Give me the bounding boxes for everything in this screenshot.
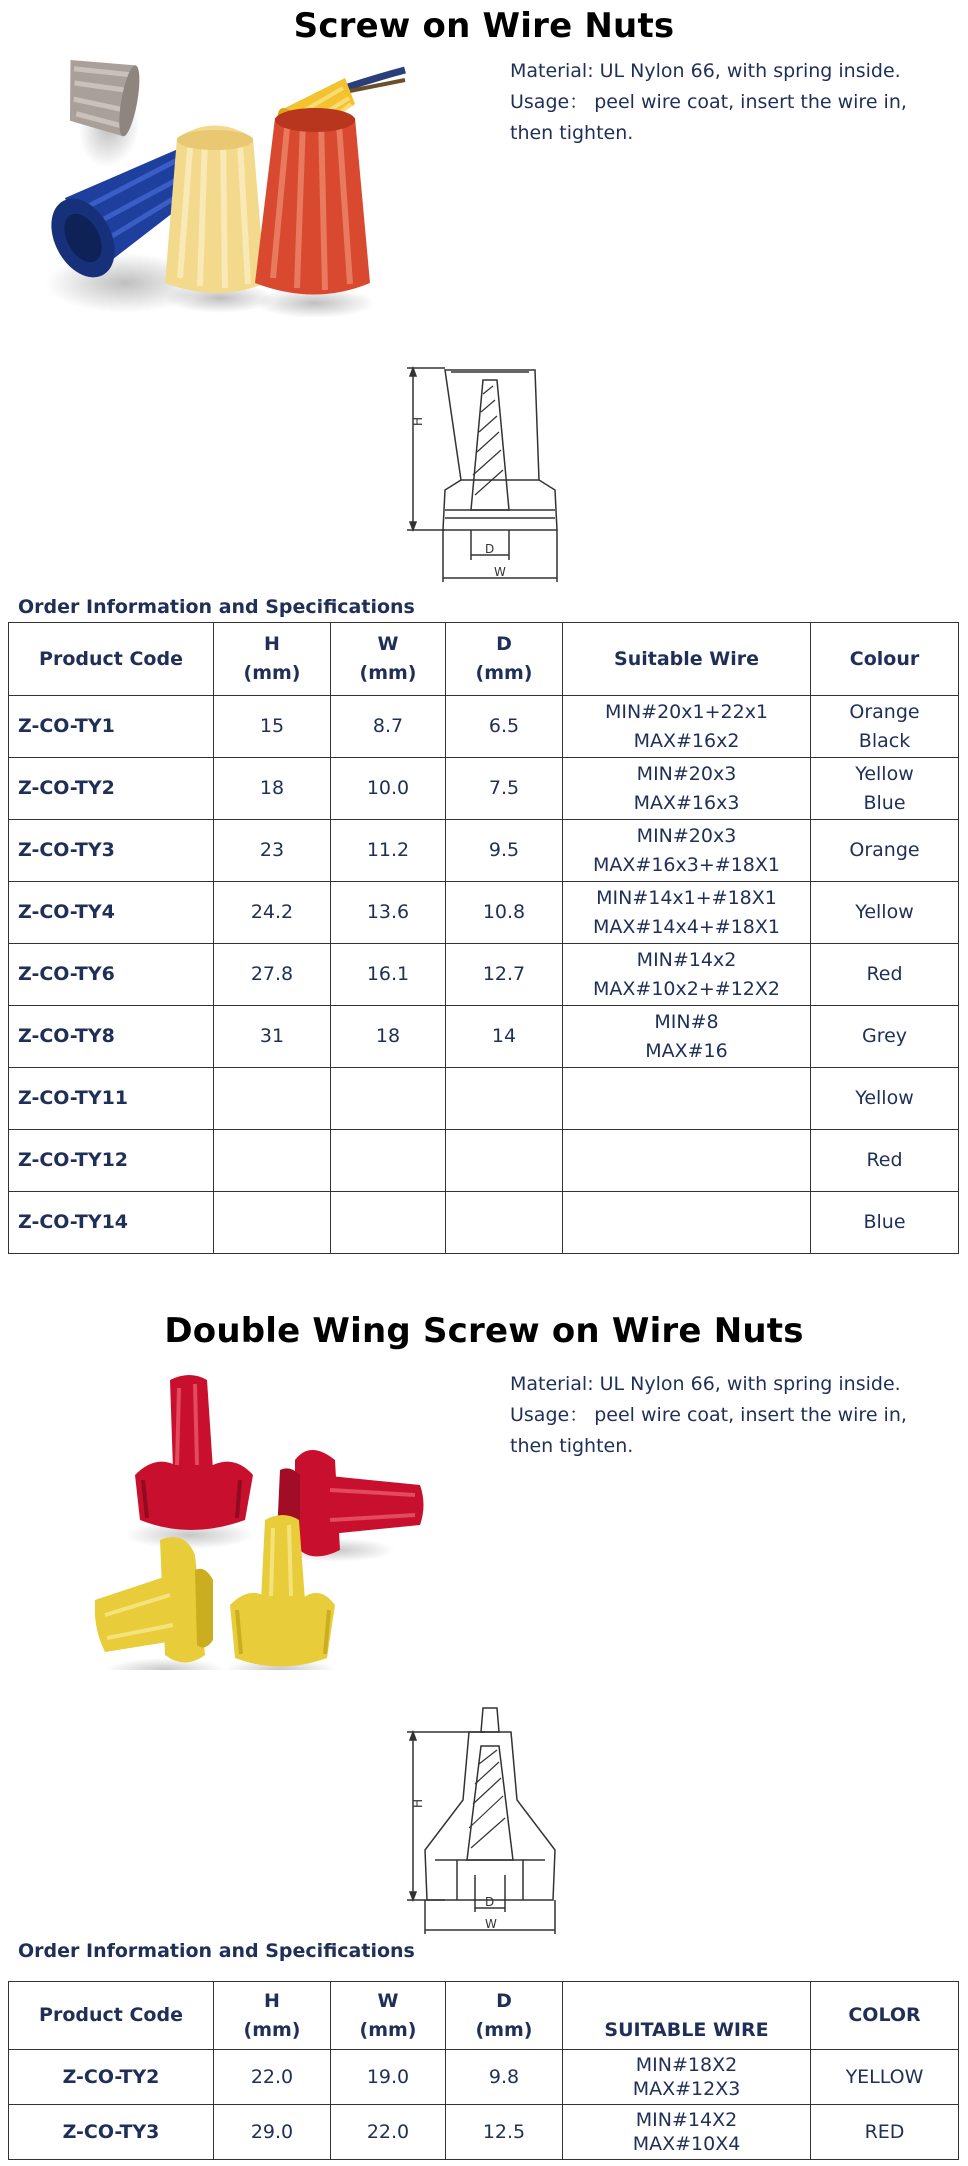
header-d: D (mm) bbox=[446, 1982, 563, 2050]
dim-d-label: D bbox=[485, 542, 495, 556]
header-w: W (mm) bbox=[331, 623, 446, 696]
section1-table-label: Order Information and Specifications bbox=[18, 596, 415, 618]
section2-table-label: Order Information and Specifications bbox=[18, 1940, 415, 1962]
header-d: D (mm) bbox=[446, 623, 563, 696]
header-product-code: Product Code bbox=[9, 1982, 214, 2050]
section2-material: Material: UL Nylon 66, with spring inside. bbox=[510, 1373, 901, 1395]
red-nut bbox=[255, 108, 375, 318]
table-row: Z-CO-TY12 Red bbox=[9, 1130, 959, 1192]
dim-w-label: W bbox=[494, 565, 506, 579]
section1-material: Material: UL Nylon 66, with spring inside. bbox=[510, 60, 901, 82]
header-suitable-wire: SUITABLE WIRE bbox=[563, 1982, 811, 2050]
table-row: Z-CO-TY3 23 11.2 9.5 MIN#20x3 MAX#16x3+#18X1 Orange bbox=[9, 820, 959, 882]
table-row: Z-CO-TY2 22.0 19.0 9.8 MIN#18X2 MAX#12X3 YELLOW bbox=[9, 2050, 959, 2105]
double-wing-nuts-photo bbox=[95, 1370, 455, 1670]
wire-nut-dimension-drawing bbox=[405, 360, 575, 590]
table-row: Z-CO-TY8 31 18 14 MIN#8 MAX#16 Grey bbox=[9, 1006, 959, 1068]
yellow-wing-nut-lying bbox=[95, 1537, 225, 1670]
dim-h-label: H bbox=[411, 1798, 425, 1808]
dim-d-label: D bbox=[485, 1895, 495, 1909]
header-colour: Colour bbox=[811, 623, 959, 696]
header-w: W (mm) bbox=[331, 1982, 446, 2050]
section1-title: Screw on Wire Nuts bbox=[293, 6, 675, 46]
header-h: H (mm) bbox=[214, 623, 331, 696]
section2-description bbox=[510, 1369, 950, 1462]
header-suitable-wire: Suitable Wire bbox=[563, 623, 811, 696]
wire-nuts-photo bbox=[45, 58, 465, 338]
dim-h-label: H bbox=[411, 416, 425, 426]
double-wing-dimension-drawing bbox=[405, 1700, 575, 1940]
table-row: Z-CO-TY3 29.0 22.0 12.5 MIN#14X2 MAX#10X4 RED bbox=[9, 2105, 959, 2160]
section2-title: Double Wing Screw on Wire Nuts bbox=[164, 1311, 804, 1351]
dim-w-label: W bbox=[485, 1917, 497, 1931]
section2-spec-table bbox=[8, 1981, 959, 2160]
table-row: Z-CO-TY1 15 8.7 6.5 MIN#20x1+22x1 MAX#16x2 Orange Black bbox=[9, 696, 959, 758]
header-color: COLOR bbox=[811, 1982, 959, 2050]
section1-description bbox=[510, 56, 950, 149]
table-header-row bbox=[9, 623, 959, 696]
table-row: Z-CO-TY6 27.8 16.1 12.7 MIN#14x2 MAX#10x2+#12X2 Red bbox=[9, 944, 959, 1006]
header-product-code: Product Code bbox=[9, 623, 214, 696]
grey-nut bbox=[53, 58, 150, 172]
red-wing-nut-standing bbox=[125, 1375, 255, 1549]
table-row: Z-CO-TY11 Yellow bbox=[9, 1068, 959, 1130]
section2-usage: Usage： peel wire coat, insert the wire in, then tighten. bbox=[510, 1404, 907, 1457]
cream-nut bbox=[165, 126, 275, 314]
section1-spec-table bbox=[8, 622, 959, 1254]
section1-usage: Usage： peel wire coat, insert the wire in, then tighten. bbox=[510, 91, 907, 144]
header-h: H (mm) bbox=[214, 1982, 331, 2050]
table-row: Z-CO-TY14 Blue bbox=[9, 1192, 959, 1254]
table-row: Z-CO-TY2 18 10.0 7.5 MIN#20x3 MAX#16x3 Yellow Blue bbox=[9, 758, 959, 820]
table-header-row bbox=[9, 1982, 959, 2050]
table-row: Z-CO-TY4 24.2 13.6 10.8 MIN#14x1+#18X1 MAX#14x4+#18X1 Yellow bbox=[9, 882, 959, 944]
